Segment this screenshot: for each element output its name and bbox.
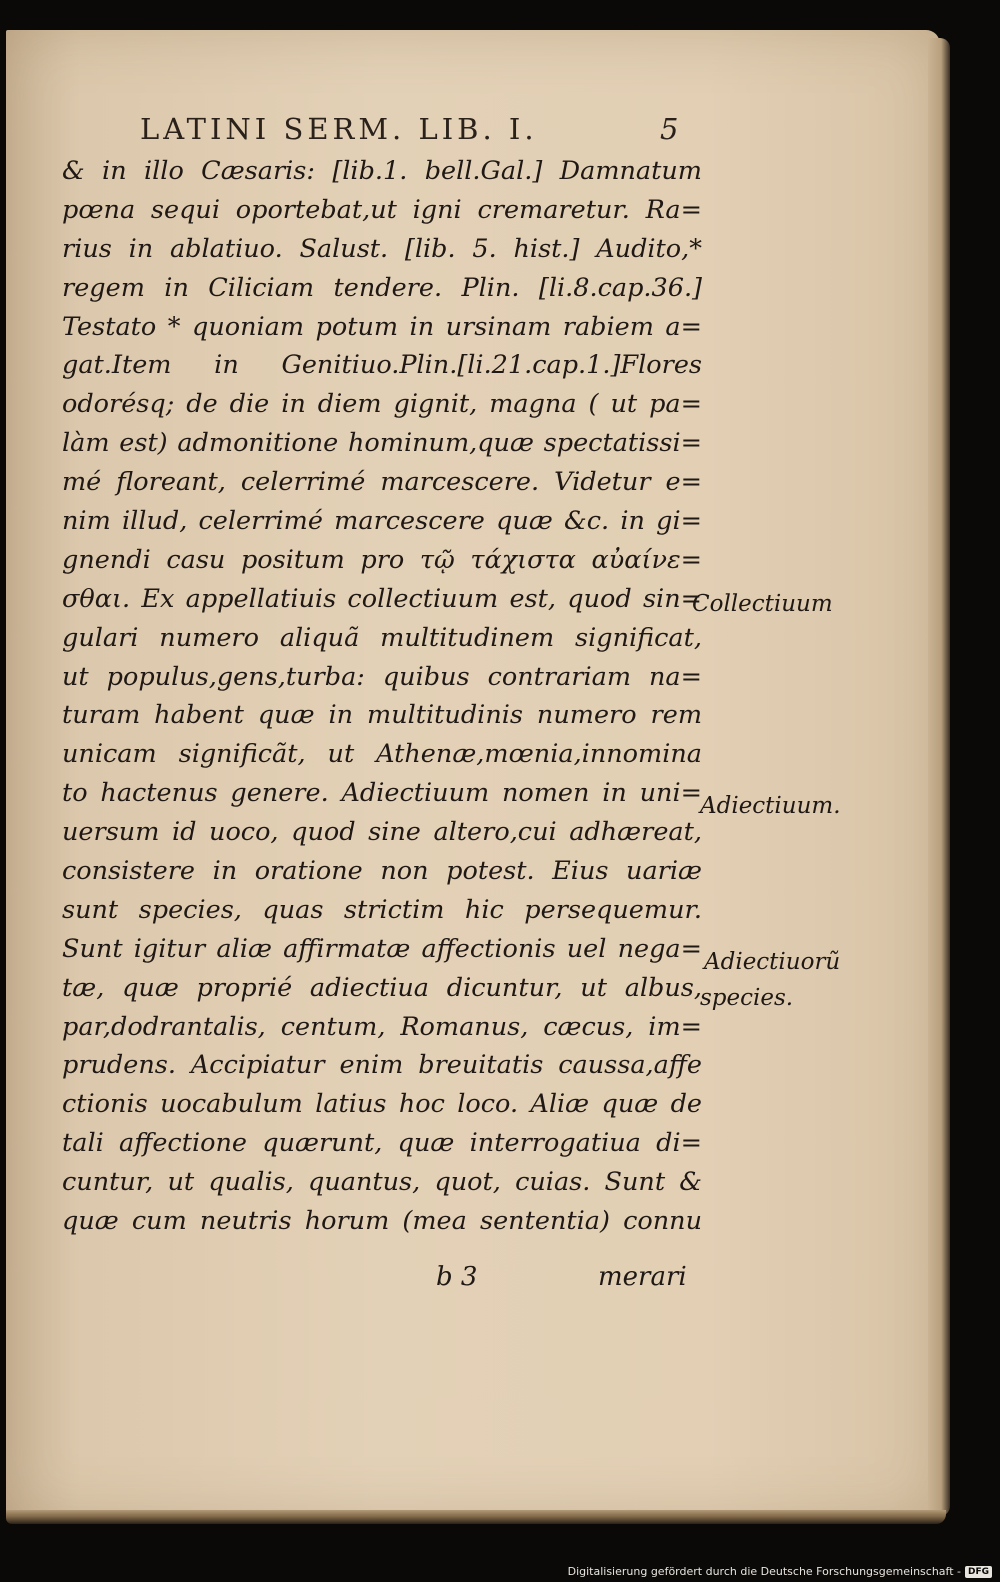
text-line: nim illud, celerrimé marcescere quæ &c. in gi=: [62, 506, 702, 537]
text-line: sunt species, quas strictim hic persequemur.: [62, 894, 702, 925]
margin-note-species: species.: [700, 985, 794, 1011]
text-line: unicam significãt, ut Athenæ,mœnia,innomina: [62, 739, 702, 770]
text-line: gnendi casu positum pro τῷ τάχιστα αὐαίνε=: [62, 544, 702, 575]
text-line: σθαι. Ex appellatiuis collectiuum est, quod sin=: [62, 583, 702, 614]
text-line: Sunt igitur aliæ affirmatæ affectionis uel nega=: [62, 933, 702, 964]
text-line: gat.Item in Genitiuo.Plin.[li.21.cap.1.]Flores: [62, 350, 702, 381]
signature-mark: b 3: [436, 1262, 478, 1292]
text-line: par,dodrantalis, centum, Romanus, cæcus, im=: [62, 1011, 702, 1042]
credit-text: Digitalisierung gefördert durch die Deutsche Forschungsgemeinschaft -: [567, 1565, 961, 1578]
running-head-title: LATINI SERM. LIB. I.: [140, 112, 538, 146]
text-line: uersum id uoco, quod sine altero,cui adhæreat,: [62, 817, 702, 848]
body-text: [62, 152, 702, 1241]
digitization-credit: [568, 1565, 992, 1578]
text-line: quæ cum neutris horum (mea sententia) connu: [62, 1206, 702, 1237]
text-line: consistere in oratione non potest. Eius uariæ: [62, 856, 702, 887]
text-line: Testato * quoniam potum in ursinam rabiem a=: [62, 311, 702, 342]
text-line: ctionis uocabulum latius hoc loco. Aliæ quæ de: [62, 1089, 702, 1120]
text-line: pœna sequi oportebat,ut igni cremaretur. Ra=: [62, 194, 702, 225]
text-line: rius in ablatiuo. Salust. [lib. 5. hist.] Audito,*: [62, 233, 702, 264]
text-line: gulari numero aliquã multitudinem significat,: [62, 622, 702, 653]
text-line: to hactenus genere. Adiectiuum nomen in uni=: [62, 778, 702, 809]
margin-note-adiectiuum: Adiectiuum.: [700, 793, 841, 819]
text-line: tali affectione quærunt, quæ interrogatiua di=: [62, 1128, 702, 1159]
catchword: merari: [598, 1262, 687, 1292]
text-line: prudens. Accipiatur enim breuitatis caussa,affe: [62, 1050, 702, 1081]
text-line: turam habent quæ in multitudinis numero rem: [62, 700, 702, 731]
margin-note-collectiuum: Collectiuum: [692, 591, 833, 617]
text-line: ut populus,gens,turba: quibus contrariam na=: [62, 661, 702, 692]
text-line: odorésq; de die in diem gignit, magna ( ut pa=: [62, 389, 702, 420]
text-line: làm est) admonitione hominum,quæ spectatissi=: [62, 428, 702, 459]
text-line: tæ, quæ proprié adiectiua dicuntur, ut albus,: [62, 972, 702, 1003]
folio-number: 5: [660, 112, 679, 146]
text-line: regem in Ciliciam tendere. Plin. [li.8.cap.36.]: [62, 272, 702, 303]
text-line: & in illo Cæsaris: [lib.1. bell.Gal.] Damnatum: [62, 156, 702, 186]
margin-note-adiectiuorum: Adiectiuorũ: [704, 949, 841, 975]
dfg-logo-icon: DFG: [965, 1566, 992, 1578]
page-bottom-edge: [6, 1510, 946, 1524]
text-line: mé floreant, celerrimé marcescere. Videtur e=: [62, 467, 702, 498]
page-fore-edge: [928, 38, 950, 1516]
running-head: [140, 112, 700, 146]
text-line: cuntur, ut qualis, quantus, quot, cuias. Sunt &: [62, 1167, 702, 1198]
